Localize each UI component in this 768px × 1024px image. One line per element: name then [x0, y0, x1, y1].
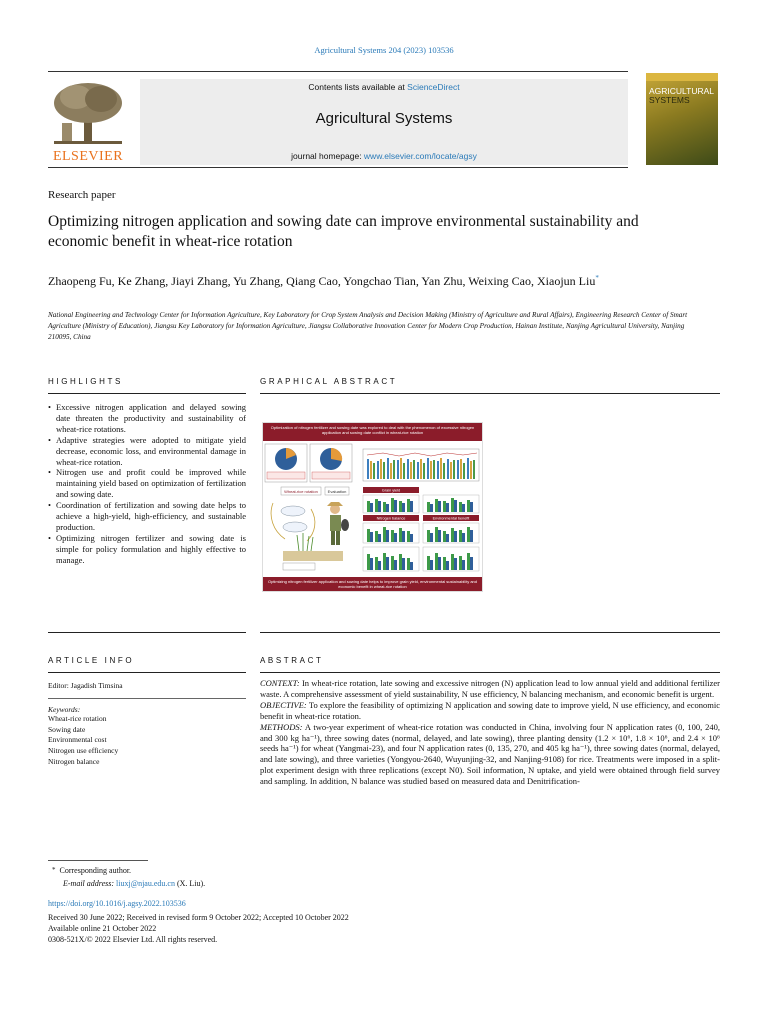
article-title: Optimizing nitrogen application and sowing date can improve environmental sustainability and economic benefit in wheat-rice rotation [48, 213, 639, 250]
article-info-rule [48, 672, 246, 673]
objective-text: To explore the feasibility of optimizing N application and sowing date to improve yield, N use efficiency, and economic benefit in wheat-rice rotation. [260, 699, 720, 721]
journal-cover [646, 73, 718, 165]
article-info-heading: ARTICLE INFO [48, 656, 135, 665]
sciencedirect-link[interactable]: ScienceDirect [407, 82, 460, 92]
highlights-end-rule [48, 632, 246, 633]
objective-label: OBJECTIVE: [260, 699, 307, 710]
cover-title-line1: AGRICULTURAL [649, 86, 715, 96]
journal-banner [140, 79, 628, 165]
keyword-item: Nitrogen balance [48, 756, 100, 766]
graphical-abstract-figure[interactable] [262, 422, 483, 592]
abstract-context [260, 678, 720, 700]
ga-label-economic: Environmental benefit [432, 516, 470, 521]
abstract-heading: ABSTRACT [260, 656, 324, 665]
publication-dates [48, 912, 349, 946]
highlight-item: • Coordination of fertilization and sowing date helps to achieve a high-yield, high-efficiency, and sustainable production. [48, 500, 246, 533]
journal-reference[interactable]: Agricultural Systems 204 (2023) 103536 [314, 45, 454, 55]
graphical-abstract-rule [260, 393, 720, 394]
context-text: In wheat-rice rotation, late sowing and excessive nitrogen (N) application lead to low annual yield and additional fertilizer waste. A comprehensive assessment of yield sustainability, N use efficiency, N balancing mechanism, and economic benefit is urgent. [260, 678, 720, 699]
highlight-item: • Optimizing nitrogen fertilizer and sowing date is simple for policy formulation and highly effective to manage. [48, 533, 246, 566]
copyright-line: 0308-521X/© 2022 Elsevier Ltd. All rights reserved. [48, 935, 218, 945]
email-footnote [63, 879, 205, 888]
received-dates: Received 30 June 2022; Received in revised form 9 October 2022; Accepted 10 October 2022 [48, 913, 349, 922]
highlights-list [48, 402, 246, 566]
corresponding-footnote-mark: * [52, 866, 56, 874]
keywords-list [48, 714, 118, 768]
highlight-item: • Adaptive strategies were adopted to mitigate yield decrease, economic loss, and environmental damage in wheat-rice rotation. [48, 435, 246, 468]
corresponding-footnote [52, 866, 131, 875]
affiliation: National Engineering and Technology Center for Information Agriculture, Key Laboratory for Crop System Analysis and Decision Making (Ministry of Agriculture and Rural Affairs), Engineering Research Center of Smart Agriculture (Ministry of Education), Jiangsu Key Laboratory for Information Agriculture, Jiangsu Collaborative Innovation Center for Modern Crop Production, Hainan Institute, Nanjing Agricultural University, Nanjing 210095, China [48, 311, 688, 341]
online-date: Available online 21 October 2022 [48, 924, 157, 934]
author-list [48, 270, 668, 290]
journal-name: Agricultural Systems [315, 110, 453, 127]
graphical-abstract-heading: GRAPHICAL ABSTRACT [260, 377, 398, 386]
graphical-abstract-end-rule [260, 632, 720, 633]
editor-line: Editor: Jagadish Timsina [48, 681, 123, 690]
footnote-rule [48, 860, 148, 861]
cover-title [649, 87, 716, 105]
cover-top-bar [646, 73, 718, 81]
ga-top-banner: Optimization of nitrogen fertilizer and sowing date was explored to deal with the phenomenon of excessive nitrogen application and sowing date conflict in wheat-rice rotation [263, 423, 482, 441]
elsevier-wordmark: ELSEVIER [52, 149, 124, 164]
highlight-item: • Excessive nitrogen application and delayed sowing date threaten the productivity and sustainability of wheat-rice rotations. [48, 402, 246, 435]
contents-prefix: Contents lists available at [308, 82, 408, 92]
ga-label-rotation: Wheat-rice rotation [284, 489, 318, 494]
ga-bottom-banner: Optimizing nitrogen fertilizer application and sowing date helps to improve grain yield, environmental sustainability and economic benefit in wheat-rice rotation [263, 577, 482, 591]
cover-title-line2: SYSTEMS [649, 95, 690, 105]
context-label: CONTEXT: [260, 678, 300, 688]
homepage-link[interactable]: www.elsevier.com/locate/agsy [363, 151, 477, 161]
ga-label-nitrogen: Nitrogen balance [376, 516, 406, 521]
email-link[interactable]: liuxj@njau.edu.cn [116, 879, 175, 888]
authors[interactable]: Zhaopeng Fu, Ke Zhang, Jiayi Zhang, Yu Zhang, Qiang Cao, Yongchao Tian, Yan Zhu, Weixing Cao, Xiaojun Liu [48, 274, 596, 288]
corresponding-text: Corresponding author. [59, 866, 132, 875]
keyword-item: Environmental cost [48, 735, 107, 745]
homepage-line [140, 151, 628, 161]
keyword-item: Sowing date [48, 724, 86, 734]
editor-rule [48, 698, 246, 699]
abstract-objective [260, 700, 720, 722]
keyword-item: Wheat-rice rotation [48, 714, 107, 723]
elsevier-logo [48, 79, 128, 165]
header-top-rule [48, 71, 628, 72]
keywords-label: Keywords: [48, 705, 81, 714]
highlights-heading: HIGHLIGHTS [48, 377, 123, 386]
abstract-rule [260, 672, 720, 673]
header-bottom-rule [48, 167, 628, 168]
contents-line [140, 82, 628, 92]
ga-figure-graphic [263, 441, 482, 577]
methods-label: METHODS: [260, 721, 303, 732]
abstract-body [260, 678, 720, 787]
ga-label-yield: Grain yield [381, 488, 401, 493]
highlight-item: • Nitrogen use and profit could be improved while maintaining yield based on optimization of fertilization and sowing date. [48, 467, 246, 500]
methods-text: A two-year experiment of wheat-rice rotation was conducted in China, involving four N application rates (0, 100, 240, and 300 kg ha⁻¹), three sowing dates (normal, delayed, and late sowing), three planting density (1.2 × 10⁶, 1.8 × 10⁶, and 2.4 × 10⁶ seeds ha⁻¹) for wheat (Yangmai-23), and four N application rates (0, 135, 270, and 405 kg ha⁻¹), three sowing dates (normal, delayed, and late sowing), and three varieties (Yongyou-2640, Wuyunjing-32, and Nanjing-9108) for rice. Treatments were imposed in a split-plot experiment design with three replications (except N0). Soil information, N uptake, and yield were obtained through field survey and sampling. In addition, N balance was studied based on measured data and Denitrification- [260, 721, 720, 787]
email-label: E-mail address: [63, 879, 115, 888]
ga-label-evaluation: Evaluation [327, 489, 347, 494]
doi-link[interactable]: https://doi.org/10.1016/j.agsy.2022.103536 [48, 899, 186, 908]
article-type: Research paper [48, 189, 116, 201]
homepage-prefix: journal homepage: [291, 151, 364, 161]
email-suffix: (X. Liu). [174, 879, 206, 888]
elsevier-tree-icon [48, 79, 128, 149]
highlights-rule [48, 393, 246, 394]
keyword-item: Nitrogen use efficiency [48, 746, 119, 756]
abstract-methods [260, 722, 720, 787]
corresponding-mark[interactable]: * [595, 274, 599, 282]
